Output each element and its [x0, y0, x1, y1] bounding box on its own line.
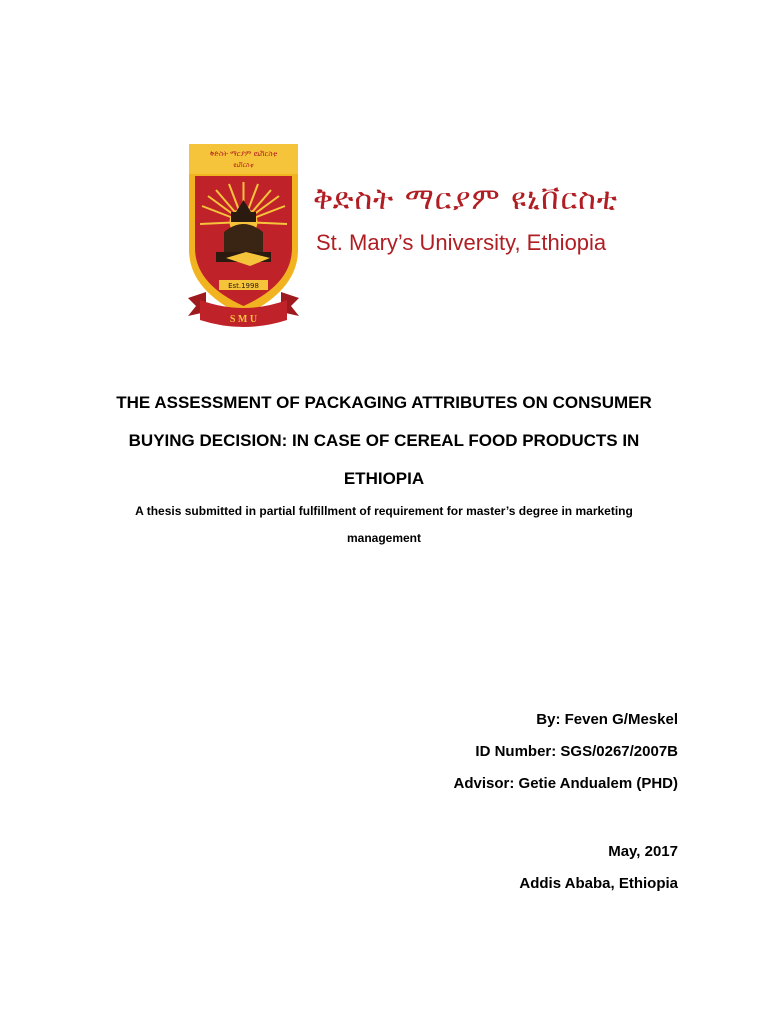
university-logo — [186, 140, 619, 330]
crest-ribbon-text: S M U — [229, 314, 258, 325]
thesis-title-line: THE ASSESSMENT OF PACKAGING ATTRIBUTES ON CONSUMER — [116, 393, 652, 412]
thesis-subtitle — [90, 498, 678, 552]
author-id-number: ID Number: SGS/0267/2007B — [475, 743, 678, 760]
university-name-amharic: ቅድስት ማርያም ዩኒቨርስቲ — [313, 182, 619, 217]
crest-est-text: Est.1998 — [228, 282, 259, 290]
author-name: By: Feven G/Meskel — [536, 711, 678, 728]
crest-top-text: ቅድስት ማርያም ዩኒቨርስቲ — [209, 150, 278, 158]
submission-date: May, 2017 — [608, 843, 678, 860]
author-info — [454, 704, 678, 800]
thesis-title-line: ETHIOPIA — [343, 469, 425, 488]
submission-place: Addis Ababa, Ethiopia — [519, 875, 678, 892]
university-name-english: St. Mary’s University, Ethiopia — [316, 230, 607, 255]
thesis-subtitle-line: A thesis submitted in partial fulfillment of requirement for master’s degree in marketing — [135, 504, 633, 518]
thesis-title-line: BUYING DECISION: IN CASE OF CEREAL FOOD PRODUCTS IN — [128, 431, 640, 450]
svg-text:ዩኒቨርስቲ: ዩኒቨርስቲ — [233, 162, 254, 169]
thesis-title — [60, 384, 708, 498]
advisor-name: Advisor: Getie Andualem (PHD) — [453, 775, 678, 792]
date-place-info — [519, 836, 678, 900]
thesis-subtitle-line: management — [346, 531, 422, 545]
university-crest-icon — [186, 140, 301, 330]
